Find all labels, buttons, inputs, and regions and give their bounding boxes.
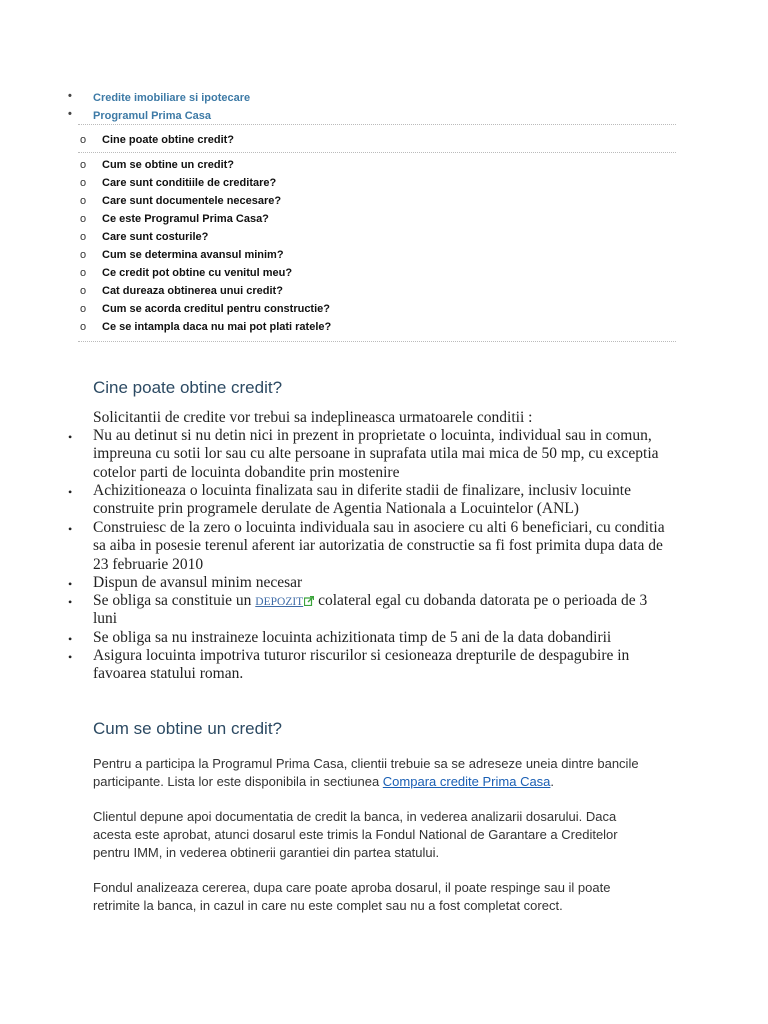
- list-item-text: Nu au detinut si nu detin nici in prezent in proprietate o locuinta, individual sau in comun,: [93, 427, 652, 444]
- list-item-text: Achizitioneaza o locuinta finalizata sau in diferite stadii de finalizare, inclusiv locuinte: [93, 482, 631, 499]
- list-item-text: [93, 592, 668, 610]
- nav-bullet: •: [68, 90, 72, 102]
- list-item: [93, 647, 668, 684]
- sub-item-label: Ce este Programul Prima Casa?: [102, 213, 269, 225]
- list-item: [93, 574, 668, 592]
- nav-bullet: •: [68, 108, 72, 120]
- paragraph-line: [93, 773, 673, 791]
- sub-bullet: o: [80, 321, 87, 333]
- depozit-link[interactable]: DEPOZIT: [255, 596, 304, 608]
- sub-bullet: o: [80, 177, 87, 189]
- list-bullet: •: [68, 430, 73, 444]
- sub-item-label: Ce se intampla daca nu mai pot plati ratele?: [102, 321, 332, 333]
- list-item-text: sa aiba in posesie terenul aferent iar autorizatia de constructie sa fi fost primita dupa data de: [93, 537, 663, 555]
- external-link-icon[interactable]: [304, 596, 314, 606]
- list-bullet: •: [68, 595, 73, 609]
- text-segment: Se obliga sa constituie un: [93, 592, 256, 609]
- divider: [78, 124, 676, 125]
- sub-item-label: Cum se acorda creditul pentru constructie?: [102, 303, 330, 315]
- sub-bullet: o: [80, 285, 87, 297]
- sub-item-label: Care sunt documentele necesare?: [102, 195, 282, 207]
- text-segment: colateral egal cu dobanda datorata pe o perioada de 3: [314, 592, 648, 609]
- paragraph: [93, 808, 673, 862]
- sub-item-label: Care sunt conditiile de creditare?: [102, 177, 277, 189]
- sub-bullet: o: [80, 231, 87, 243]
- list-item-text: Se obliga sa nu instraineze locuinta achizitionata timp de 5 ani de la data dobandirii: [93, 629, 612, 646]
- paragraph-line: Pentru a participa la Programul Prima Casa, clientii trebuie sa se adreseze uneia dintre bancile: [93, 756, 639, 771]
- text-segment: .: [550, 774, 555, 789]
- sub-bullet: o: [80, 134, 87, 146]
- list-item-text: impreuna cu sotii lor sau cu alte persoane in suprafata utila mai mica de 50 mp, cu exceptia: [93, 445, 659, 463]
- list-bullet: •: [68, 650, 73, 664]
- list-bullet: •: [68, 522, 73, 536]
- sub-item-label: Cum se determina avansul minim?: [102, 249, 284, 261]
- text-segment: participante. Lista lor este disponibila in sectiunea: [93, 774, 383, 789]
- list-item-text: 23 februarie 2010: [93, 555, 204, 573]
- list-bullet: •: [68, 485, 73, 499]
- paragraph-line: acesta este aprobat, atunci dosarul este trimis la Fondul National de Garantare a Creditelor: [93, 827, 618, 842]
- section-intro: [93, 409, 668, 427]
- list-item-text: cotelor parti de locuinta dobandite prin mostenire: [93, 463, 400, 481]
- list-item-text: Asigura locuinta impotriva tuturor riscurilor si cesioneaza drepturile de despagubire in: [93, 647, 630, 664]
- intro-text: Solicitantii de credite vor trebui sa indeplineasca urmatoarele conditii :: [93, 409, 533, 426]
- list-bullet: •: [68, 632, 73, 646]
- paragraph-line: retrimite la banca, in cazul in care nu este complet sau nu a fost completat corect.: [93, 898, 563, 913]
- sub-bullet: o: [80, 159, 87, 171]
- divider: [78, 341, 676, 342]
- list-item: [93, 482, 668, 519]
- compare-credite-link[interactable]: Compara credite Prima Casa: [382, 774, 551, 789]
- sub-item-label: Cine poate obtine credit?: [102, 134, 235, 146]
- paragraph: [93, 755, 673, 791]
- sub-bullet: o: [80, 303, 87, 315]
- list-item: [93, 592, 668, 629]
- section-title: Cine poate obtine credit?: [93, 378, 283, 397]
- paragraph-line: Fondul analizeaza cererea, dupa care poate aproba dosarul, il poate respinge sau il poate: [93, 880, 611, 895]
- sub-item-label: Care sunt costurile?: [102, 231, 209, 243]
- sub-item-label: Cat dureaza obtinerea unui credit?: [102, 285, 283, 297]
- sub-item-label: Cum se obtine un credit?: [102, 159, 235, 171]
- sub-bullet: o: [80, 213, 87, 225]
- paragraph: [93, 879, 673, 915]
- sub-item-label: Ce credit pot obtine cu venitul meu?: [102, 267, 293, 279]
- list-item-text: construite prin programele derulate de Agentia Nationala a Locuintelor (ANL): [93, 500, 579, 518]
- list-item: [93, 427, 668, 482]
- section-title: Cum se obtine un credit?: [93, 719, 282, 738]
- list-bullet: •: [68, 577, 73, 591]
- paragraph-line: Clientul depune apoi documentatia de credit la banca, in vederea analizarii dosarului. Daca: [93, 809, 617, 824]
- sub-bullet: o: [80, 267, 87, 279]
- list-item: [93, 519, 668, 574]
- sub-bullet: o: [80, 249, 87, 261]
- list-item: [93, 629, 668, 647]
- nav-link-prima-casa[interactable]: Programul Prima Casa: [93, 110, 211, 122]
- list-item-text: luni: [93, 610, 118, 628]
- list-item-text: Dispun de avansul minim necesar: [93, 574, 303, 591]
- nav-link-credite-imobiliare[interactable]: Credite imobiliare si ipotecare: [93, 92, 251, 104]
- list-item-text: Construiesc de la zero o locuinta individuala sau in asociere cu alti 6 beneficiari, cu conditia: [93, 519, 665, 536]
- sub-bullet: o: [80, 195, 87, 207]
- list-item-text: favoarea statului roman.: [93, 665, 244, 683]
- paragraph-line: pentru IMM, in vederea obtinerii garantiei din partea statului.: [93, 845, 440, 860]
- divider: [78, 152, 676, 153]
